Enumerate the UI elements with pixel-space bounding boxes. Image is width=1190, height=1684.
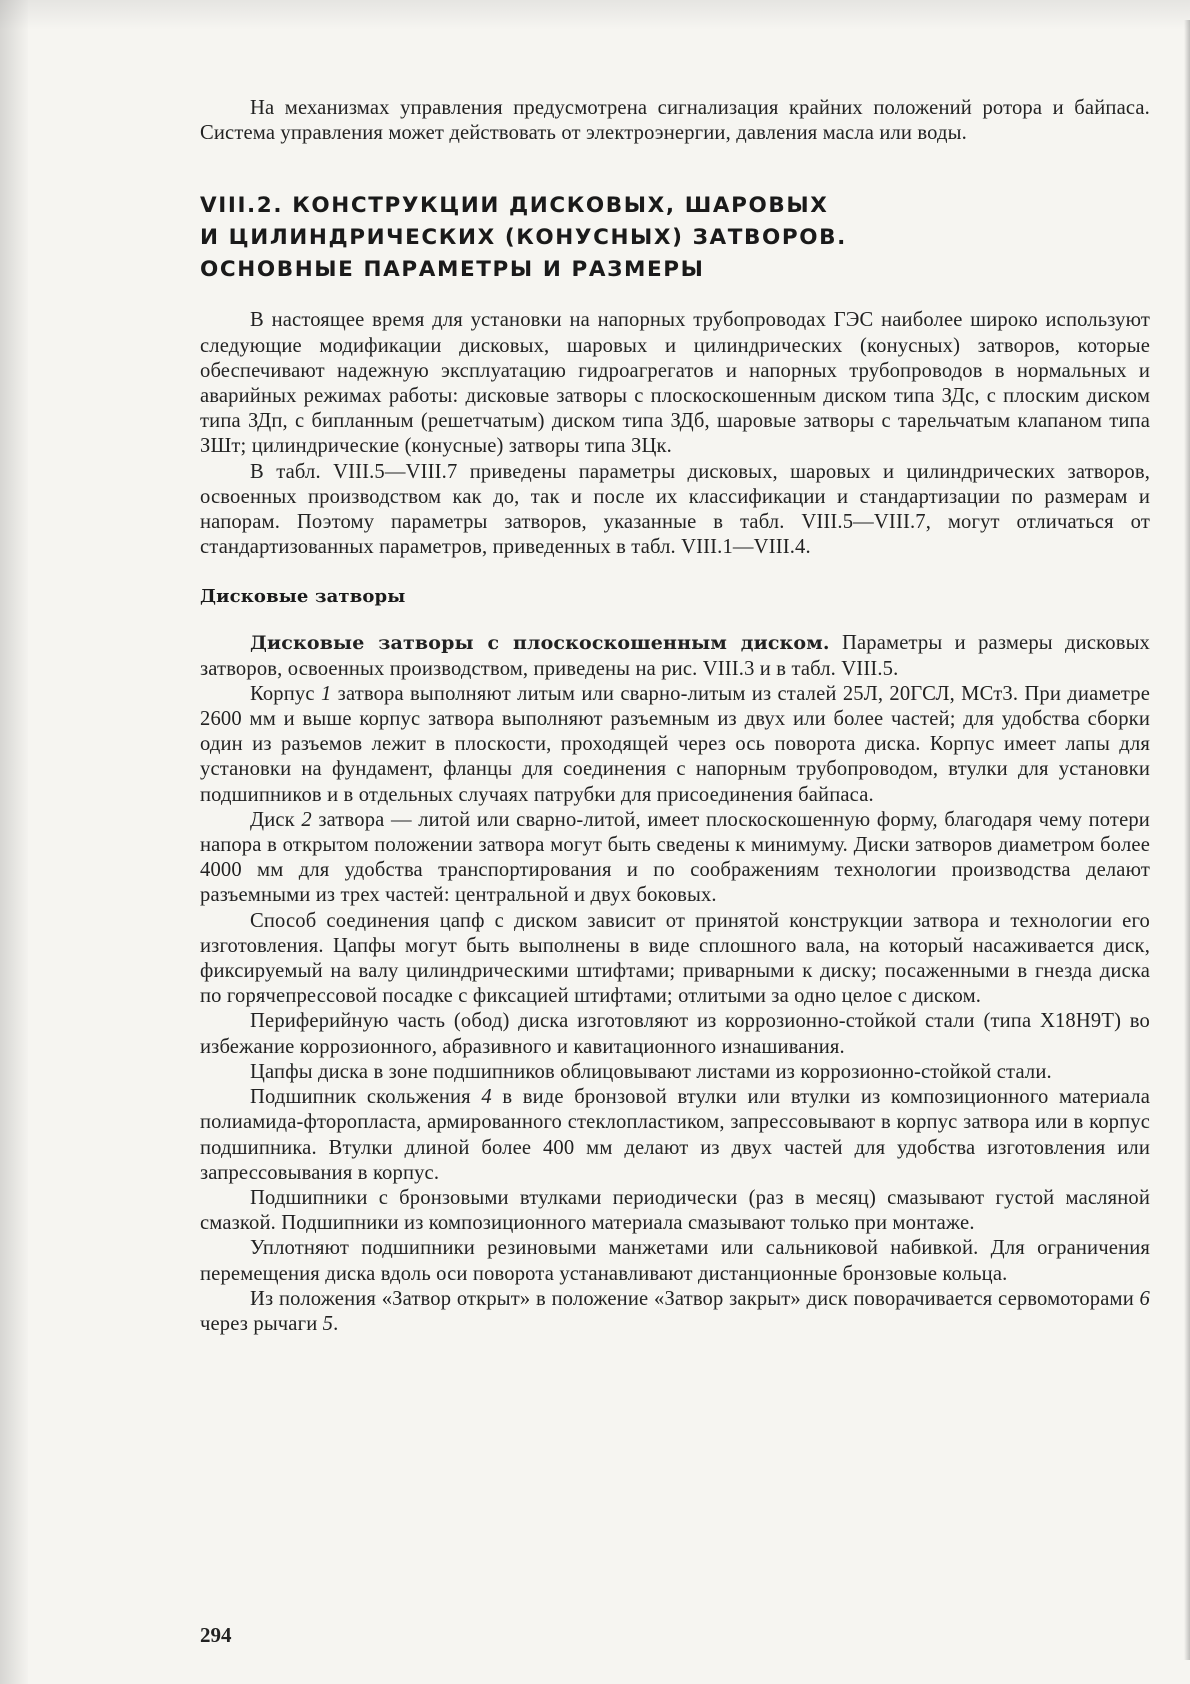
paragraph-modifications: В настоящее время для установки на напорных трубопроводах ГЭС наиболее широко используют следующие модификации дисковых, шаровых и цилиндрических (конусных) затворов, которые обеспечивают надежную эксплуатацию гидроагрегатов и напорных трубопроводов в нормальных и аварийных режимах работы: дисковые затворы с плоскоскошенным диском типа ЗДс, с плоским диском типа ЗДп, с бипланным (решетчатым) диском типа ЗДб, шаровые затворы с тарельчатым клапаном типа ЗШт; цилиндрические (конусные) затворы типа ЗЦк.: [200, 309, 1150, 458]
paragraph-trunnions: Способ соединения цапф с диском зависит от принятой конструкции затвора и технологии его изготовления. Цапфы могут быть выполнены в виде сплошного вала, на который насаживается диск, фиксируемый на валу цилиндрическими штифтами; приварными к диску; посаженными в гнезда диска по горячепрессовой посадке с фиксацией штифтами; отлитыми за одно целое с диском.: [200, 909, 1150, 1008]
scan-right-edge: [1184, 20, 1190, 1660]
text-fragment: Подшипник скольжения: [250, 1086, 482, 1109]
paragraph-tables: В табл. VIII.5—VIII.7 приведены параметры дисковых, шаровых и цилиндрических затворов, освоенных производством как до, так и после их классификации и стандартизации по размерам и напорам. Поэтому параметры затворов, указанные в табл. VIII.5—VIII.7, могут отличаться от стандартизованных параметров, приведенных в табл. VIII.1—VIII.4.: [200, 460, 1150, 559]
lead-heading: Дисковые затворы с плоскоскошенным диском.: [250, 632, 830, 655]
paragraph-lubrication: Подшипники с бронзовыми втулками периодически (раз в месяц) смазывают густой масляной смазкой. Подшипники из композиционного материала смазывают только при монтаже.: [200, 1186, 1150, 1235]
reference-number: 4: [481, 1086, 492, 1109]
paragraph-sealing: Уплотняют подшипники резиновыми манжетами или сальниковой набивкой. Для ограничения перемещения диска вдоль оси поворота устанавливают дистанционные бронзовые кольца.: [200, 1237, 1150, 1285]
reference-number: 1: [320, 682, 332, 705]
scan-binding-shadow: [0, 0, 28, 1684]
paragraph-bearing: [200, 1085, 1150, 1186]
paragraph-rim: Периферийную часть (обод) диска изготовляют из коррозионно-стойкой стали (типа Х18Н9Т) во избежание коррозионного, абразивного и кавитационного изнашивания.: [200, 1010, 1150, 1058]
reference-number: 5: [322, 1312, 334, 1335]
reference-number: 2: [301, 808, 312, 831]
reference-number: 6: [1139, 1287, 1150, 1310]
text-fragment: в виде бронзовой втулки или втулки из композиционного материала полиамида-фторопласта, армированного стеклопластиком, запрессовывают в корпус затвора или в корпус подшипника. Втулки длиной более 400 мм делают из двух частей для удобства изготовления или запрессовывания в корпус.: [200, 1086, 1150, 1184]
text-fragment: затвора выполняют литым или сварно-литым из сталей 25Л, 20ГСЛ, МСт3. При диаметре 2600 мм и выше корпус затвора выполняют разъемным из двух или более частей; для удобства сборки один из разъемов лежит в плоскости, проходящей через ось поворота диска. Корпус имеет лапы для установки на фундамент, фланцы для соединения с напорным трубопроводом, втулки для установки подшипников и в отдельных случаях патрубки для присоединения байпаса.: [200, 682, 1150, 806]
section-title-line-3: ОСНОВНЫЕ ПАРАМЕТРЫ И РАЗМЕРЫ: [200, 257, 705, 283]
paragraph-rotation: [200, 1287, 1150, 1337]
text-fragment: Корпус: [250, 682, 321, 705]
section-title: [200, 190, 1150, 286]
section-title-line-1: VIII.2. КОНСТРУКЦИИ ДИСКОВЫХ, ШАРОВЫХ: [200, 193, 829, 219]
lead-text: Параметры и размеры дисковых затворов, освоенных производством, приведены на рис. VIII.3 и в табл. VIII.5.: [200, 632, 1151, 680]
scan-top-shadow: [0, 0, 1190, 30]
text-fragment: затвора — литой или сварно-литой, имеет плоскоскошенную форму, благодаря чему потери напора в открытом положении затвора могут быть сведены к минимуму. Диски затворов диаметром более 4000 мм для удобства транспортирования и по соображениям технологии производства делают разъемными из трех частей: центральной и двух боковых.: [200, 808, 1150, 907]
lead-paragraph: [200, 631, 1150, 681]
page-number: 294: [200, 1623, 232, 1647]
paragraph-trunnion-cladding: Цапфы диска в зоне подшипников облицовывают листами из коррозионно-стойкой стали.: [250, 1060, 1052, 1083]
page-content: [200, 96, 1150, 1337]
intro-paragraph: На механизмах управления предусмотрена сигнализация крайних положений ротора и байпаса. Система управления может действовать от электроэнергии, давления масла или воды.: [200, 97, 1150, 145]
text-fragment: Диск: [250, 808, 302, 831]
text-fragment: Из положения «Затвор открыт» в положение «Затвор закрыт» диск поворачивается сервомоторами: [250, 1287, 1140, 1310]
text-fragment: .: [333, 1312, 339, 1335]
paragraph-disc: [200, 808, 1150, 909]
paragraph-body-housing: [200, 682, 1150, 808]
text-fragment: через рычаги: [200, 1312, 323, 1335]
section-title-line-2: И ЦИЛИНДРИЧЕСКИХ (КОНУСНЫХ) ЗАТВОРОВ.: [200, 225, 847, 251]
subsection-title: Дисковые затворы: [200, 586, 406, 608]
